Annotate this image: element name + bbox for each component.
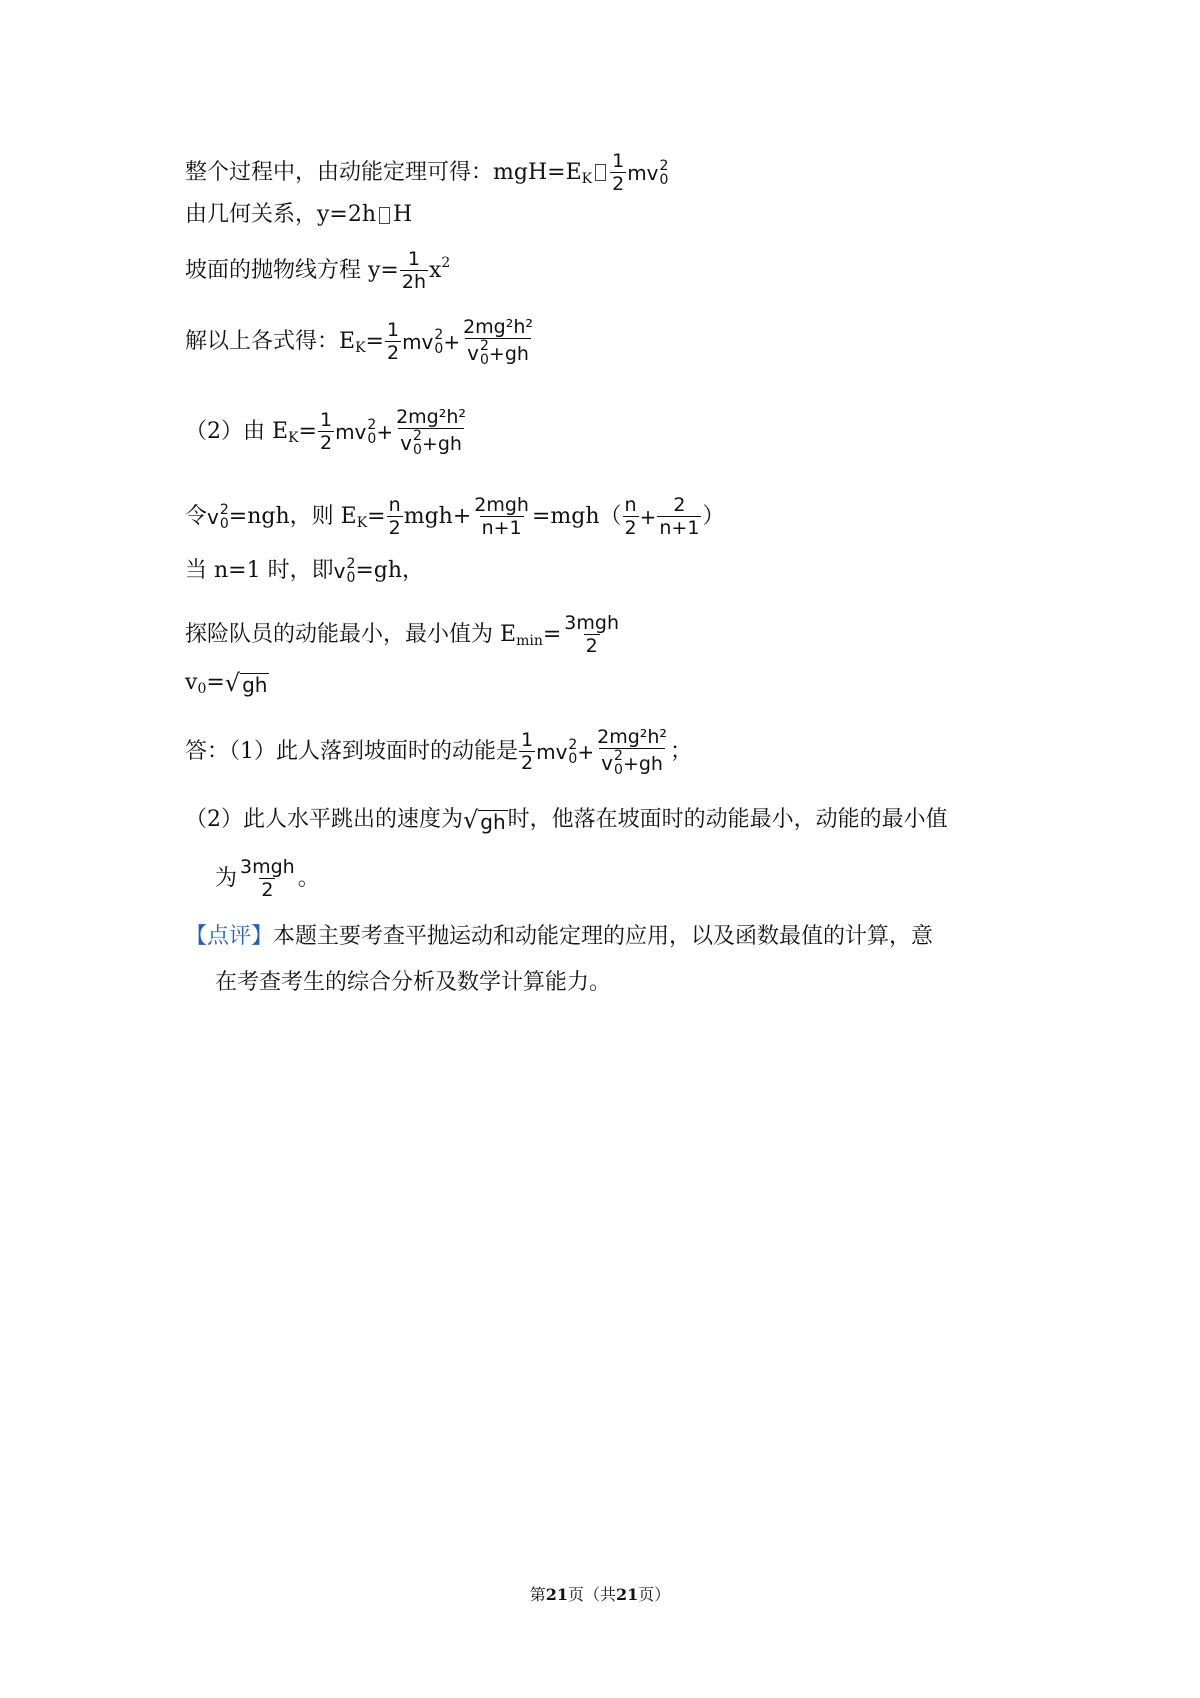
line-substitute [185, 494, 724, 539]
v-symbol: v [333, 559, 346, 583]
sup: 2 [568, 736, 578, 753]
text: m [536, 739, 556, 764]
fraction [461, 316, 535, 367]
v0-squared [422, 327, 444, 357]
line-min-energy [185, 612, 622, 657]
footer-text: 页（共 [567, 1585, 616, 1604]
frac-num: 3mgh [564, 612, 619, 634]
frac-num: 3mgh [240, 856, 295, 878]
text: +gh [488, 343, 529, 365]
subscript: min [516, 632, 543, 649]
line-part2 [185, 406, 469, 457]
text: （2）由 E [185, 418, 289, 444]
text: m [627, 160, 647, 185]
text: 本题主要考查平抛运动和动能定理的应用，以及函数最值的计算，意 [273, 924, 934, 949]
frac-den [398, 428, 464, 457]
frac-den [599, 748, 665, 777]
text: + [443, 329, 461, 354]
text: 。 [297, 865, 320, 891]
v0-squared [647, 158, 669, 188]
v0-squared [355, 417, 377, 447]
text: =mgh（ [531, 503, 622, 529]
v-symbol: v [601, 751, 614, 775]
text: 答：（1）此人落到坡面时的动能是 [185, 738, 518, 764]
footer-text: 页） [638, 1585, 671, 1604]
text: = [367, 503, 386, 529]
total-pages: 21 [616, 1585, 639, 1604]
text: 由几何关系，y=2h [185, 202, 377, 227]
superscript: 2 [441, 254, 451, 271]
frac-den: n+1 [481, 517, 522, 539]
footer-text: 第 [529, 1585, 546, 1604]
frac-den: 2 [624, 517, 637, 539]
text: 探险队员的动能最小，最小值为 E [185, 621, 517, 647]
radical-sign: √ [224, 669, 241, 697]
line-v0 [185, 668, 269, 698]
sub: 0 [412, 442, 422, 458]
line-answer-1 [185, 726, 692, 777]
fraction [318, 409, 334, 454]
line-n-equals-1 [185, 556, 424, 586]
text: = [298, 418, 317, 444]
frac-num: 1 [612, 150, 625, 172]
page-number: 21 [545, 1585, 568, 1604]
subscript: K [288, 429, 299, 446]
frac-den: 2 [261, 879, 274, 901]
fraction [657, 494, 701, 539]
text: =gh， [355, 558, 425, 583]
sqrt [225, 670, 270, 696]
subscript: K [355, 339, 366, 356]
missing-glyph-box [379, 207, 390, 224]
fraction [385, 319, 401, 364]
fraction [595, 726, 669, 777]
sup: 2 [346, 556, 356, 572]
frac-num: 1 [407, 248, 420, 270]
text: 解以上各式得：E [185, 328, 356, 354]
sub: 0 [614, 762, 623, 778]
text: = [365, 328, 384, 354]
text: x [429, 257, 442, 283]
comment-tag: 【点评】 [185, 924, 274, 949]
frac-den: 2 [319, 432, 333, 454]
frac-num: n [624, 494, 637, 516]
frac-den: 2 [612, 173, 625, 195]
text: 在考查考生的综合分析及数学计算能力。 [215, 970, 612, 995]
frac-den: 2 [388, 517, 401, 539]
radical-sign: √ [463, 806, 479, 834]
sup: 2 [412, 428, 422, 444]
fraction [562, 612, 621, 657]
sub: 0 [659, 171, 669, 188]
sub: 0 [346, 570, 356, 586]
fraction [623, 494, 639, 539]
frac-num: 2 [673, 494, 686, 516]
text: + [577, 739, 595, 764]
sup: 2 [479, 338, 489, 354]
text: m [335, 419, 355, 444]
frac-num: 1 [319, 409, 333, 431]
frac-num: n [388, 494, 401, 516]
sup: 2 [659, 157, 669, 174]
radicand: gh [242, 673, 268, 697]
subscript: K [581, 170, 593, 187]
sup: 2 [367, 416, 377, 433]
line-solve [185, 316, 536, 367]
text: = [206, 670, 225, 695]
sub: 0 [367, 430, 377, 447]
fraction [472, 494, 531, 539]
v-symbol: v [421, 329, 434, 354]
line-answer-2-cont [215, 856, 320, 901]
frac-num: 2mg²h² [597, 726, 668, 748]
sqrt [463, 807, 508, 833]
sup: 2 [219, 501, 229, 518]
sub: 0 [219, 515, 229, 532]
text: 整个过程中，由动能定理可得：mgH=E [185, 159, 582, 185]
frac-den: 2h [401, 271, 426, 293]
text: 令 [185, 503, 208, 529]
text: = [542, 621, 562, 647]
text: 当 n=1 时，即 [185, 558, 334, 583]
text: +gh [421, 433, 462, 455]
frac-den [465, 338, 531, 367]
v-symbol: v [555, 739, 568, 764]
fraction [387, 494, 403, 539]
text: +gh [622, 753, 663, 775]
v0-squared [556, 737, 578, 767]
fraction [394, 406, 468, 457]
subscript: K [356, 514, 368, 531]
sup: 2 [614, 748, 623, 764]
frac-num: 2mgh [474, 494, 529, 516]
line-energy-theorem [185, 150, 668, 195]
text: ； [670, 738, 693, 764]
frac-num: 2mg²h² [463, 316, 534, 338]
text: v [185, 670, 198, 695]
text: （2）此人水平跳出的速度为 [185, 807, 463, 832]
fraction [610, 150, 626, 195]
radicand: gh [480, 810, 506, 834]
frac-num: 2mg²h² [396, 406, 467, 428]
frac-num: 1 [521, 729, 534, 751]
v-symbol: v [646, 160, 659, 185]
frac-den: 2 [585, 635, 598, 657]
text: m [402, 329, 422, 354]
v-symbol: v [207, 504, 219, 529]
v0-squared [207, 502, 229, 532]
frac-num: 1 [386, 319, 400, 341]
frac-den: 2 [386, 342, 400, 364]
text: 时，他落在坡面时的动能最小，动能的最小值 [507, 807, 948, 832]
subscript: 0 [197, 681, 207, 697]
text: + [639, 504, 657, 529]
sub: 0 [479, 352, 489, 368]
frac-den: n+1 [659, 517, 700, 539]
v0-squared [334, 556, 356, 586]
line-comment-cont [215, 968, 611, 998]
fraction [238, 856, 297, 901]
text: 为 [215, 865, 238, 891]
sup: 2 [434, 326, 444, 343]
text: 坡面的抛物线方程 y= [185, 257, 399, 283]
fraction [519, 729, 535, 774]
v-symbol: v [354, 419, 367, 444]
frac-den: 2 [521, 752, 534, 774]
v-symbol: v [467, 341, 479, 365]
sub: 0 [568, 750, 578, 767]
text: =ngh，则 E [228, 503, 357, 529]
line-answer-2 [185, 805, 948, 835]
text: H [393, 202, 413, 227]
missing-glyph-box [595, 164, 606, 181]
fraction [400, 248, 428, 293]
v-symbol: v [400, 431, 412, 455]
text: mgh+ [403, 503, 472, 529]
line-geometry [185, 200, 412, 230]
page-footer [0, 1582, 1200, 1605]
text: + [376, 419, 394, 444]
line-comment [185, 922, 933, 952]
sub: 0 [434, 340, 444, 357]
text: ） [702, 503, 725, 529]
line-parabola [185, 248, 450, 293]
